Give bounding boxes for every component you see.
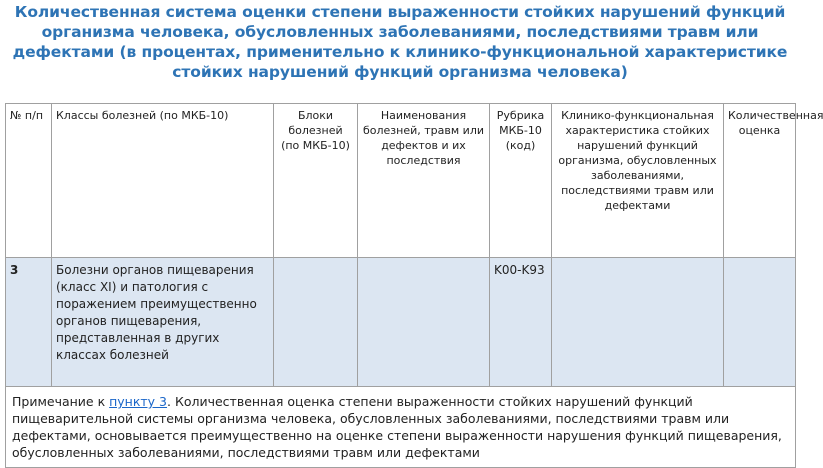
- row-class: Болезни органов пищеварения (класс XI) и патология с поражением преимущественно органов пищеварения, представленная в других классах болезней: [52, 258, 274, 387]
- row-block: [274, 258, 358, 387]
- header-names: Наименования болезней, травм или дефектов и их последствия: [358, 104, 490, 258]
- row-characteristic: [552, 258, 724, 387]
- note-text: . Количественная оценка степени выраженности стойких нарушений функций пищеварительной системы организма человека, обусловленных заболеваниями, последствиями травм или дефектами, основывается преимущественно на оценке степени выраженности нарушения функций пищеварения, обусловленных заболеваниями, последствиями травм или дефектами: [12, 394, 782, 460]
- header-classes: Классы болезней (по МКБ-10): [52, 104, 274, 258]
- row-code: K00-K93: [490, 258, 552, 387]
- header-code: Рубрика МКБ-10 (код): [490, 104, 552, 258]
- row-number: 3: [6, 258, 52, 387]
- note-row: [6, 387, 796, 468]
- note-link-item-3[interactable]: пункту 3: [109, 394, 168, 409]
- note-cell: [6, 387, 796, 468]
- table-row: [6, 258, 796, 387]
- page-title: Количественная система оценки степени выраженности стойких нарушений функций организма человека, обусловленных заболеваниями, последствиями травм или дефектами (в процентах, применительно к клинико-функциональной характеристике стойких нарушений функций организма человека): [12, 3, 788, 81]
- header-number: № п/п: [6, 104, 52, 258]
- header-characteristic: Клинико-функциональная характеристика стойких нарушений функций организма, обусловленных заболеваниями, последствиями травм или дефектами: [552, 104, 724, 258]
- row-name: [358, 258, 490, 387]
- header-score: Количественная оценка: [724, 104, 796, 258]
- note-prefix: Примечание к: [12, 394, 110, 409]
- impairment-table: [5, 103, 823, 468]
- row-score: [724, 258, 796, 387]
- header-blocks: Блоки болезней (по МКБ-10): [274, 104, 358, 258]
- table-header-row: [6, 104, 796, 258]
